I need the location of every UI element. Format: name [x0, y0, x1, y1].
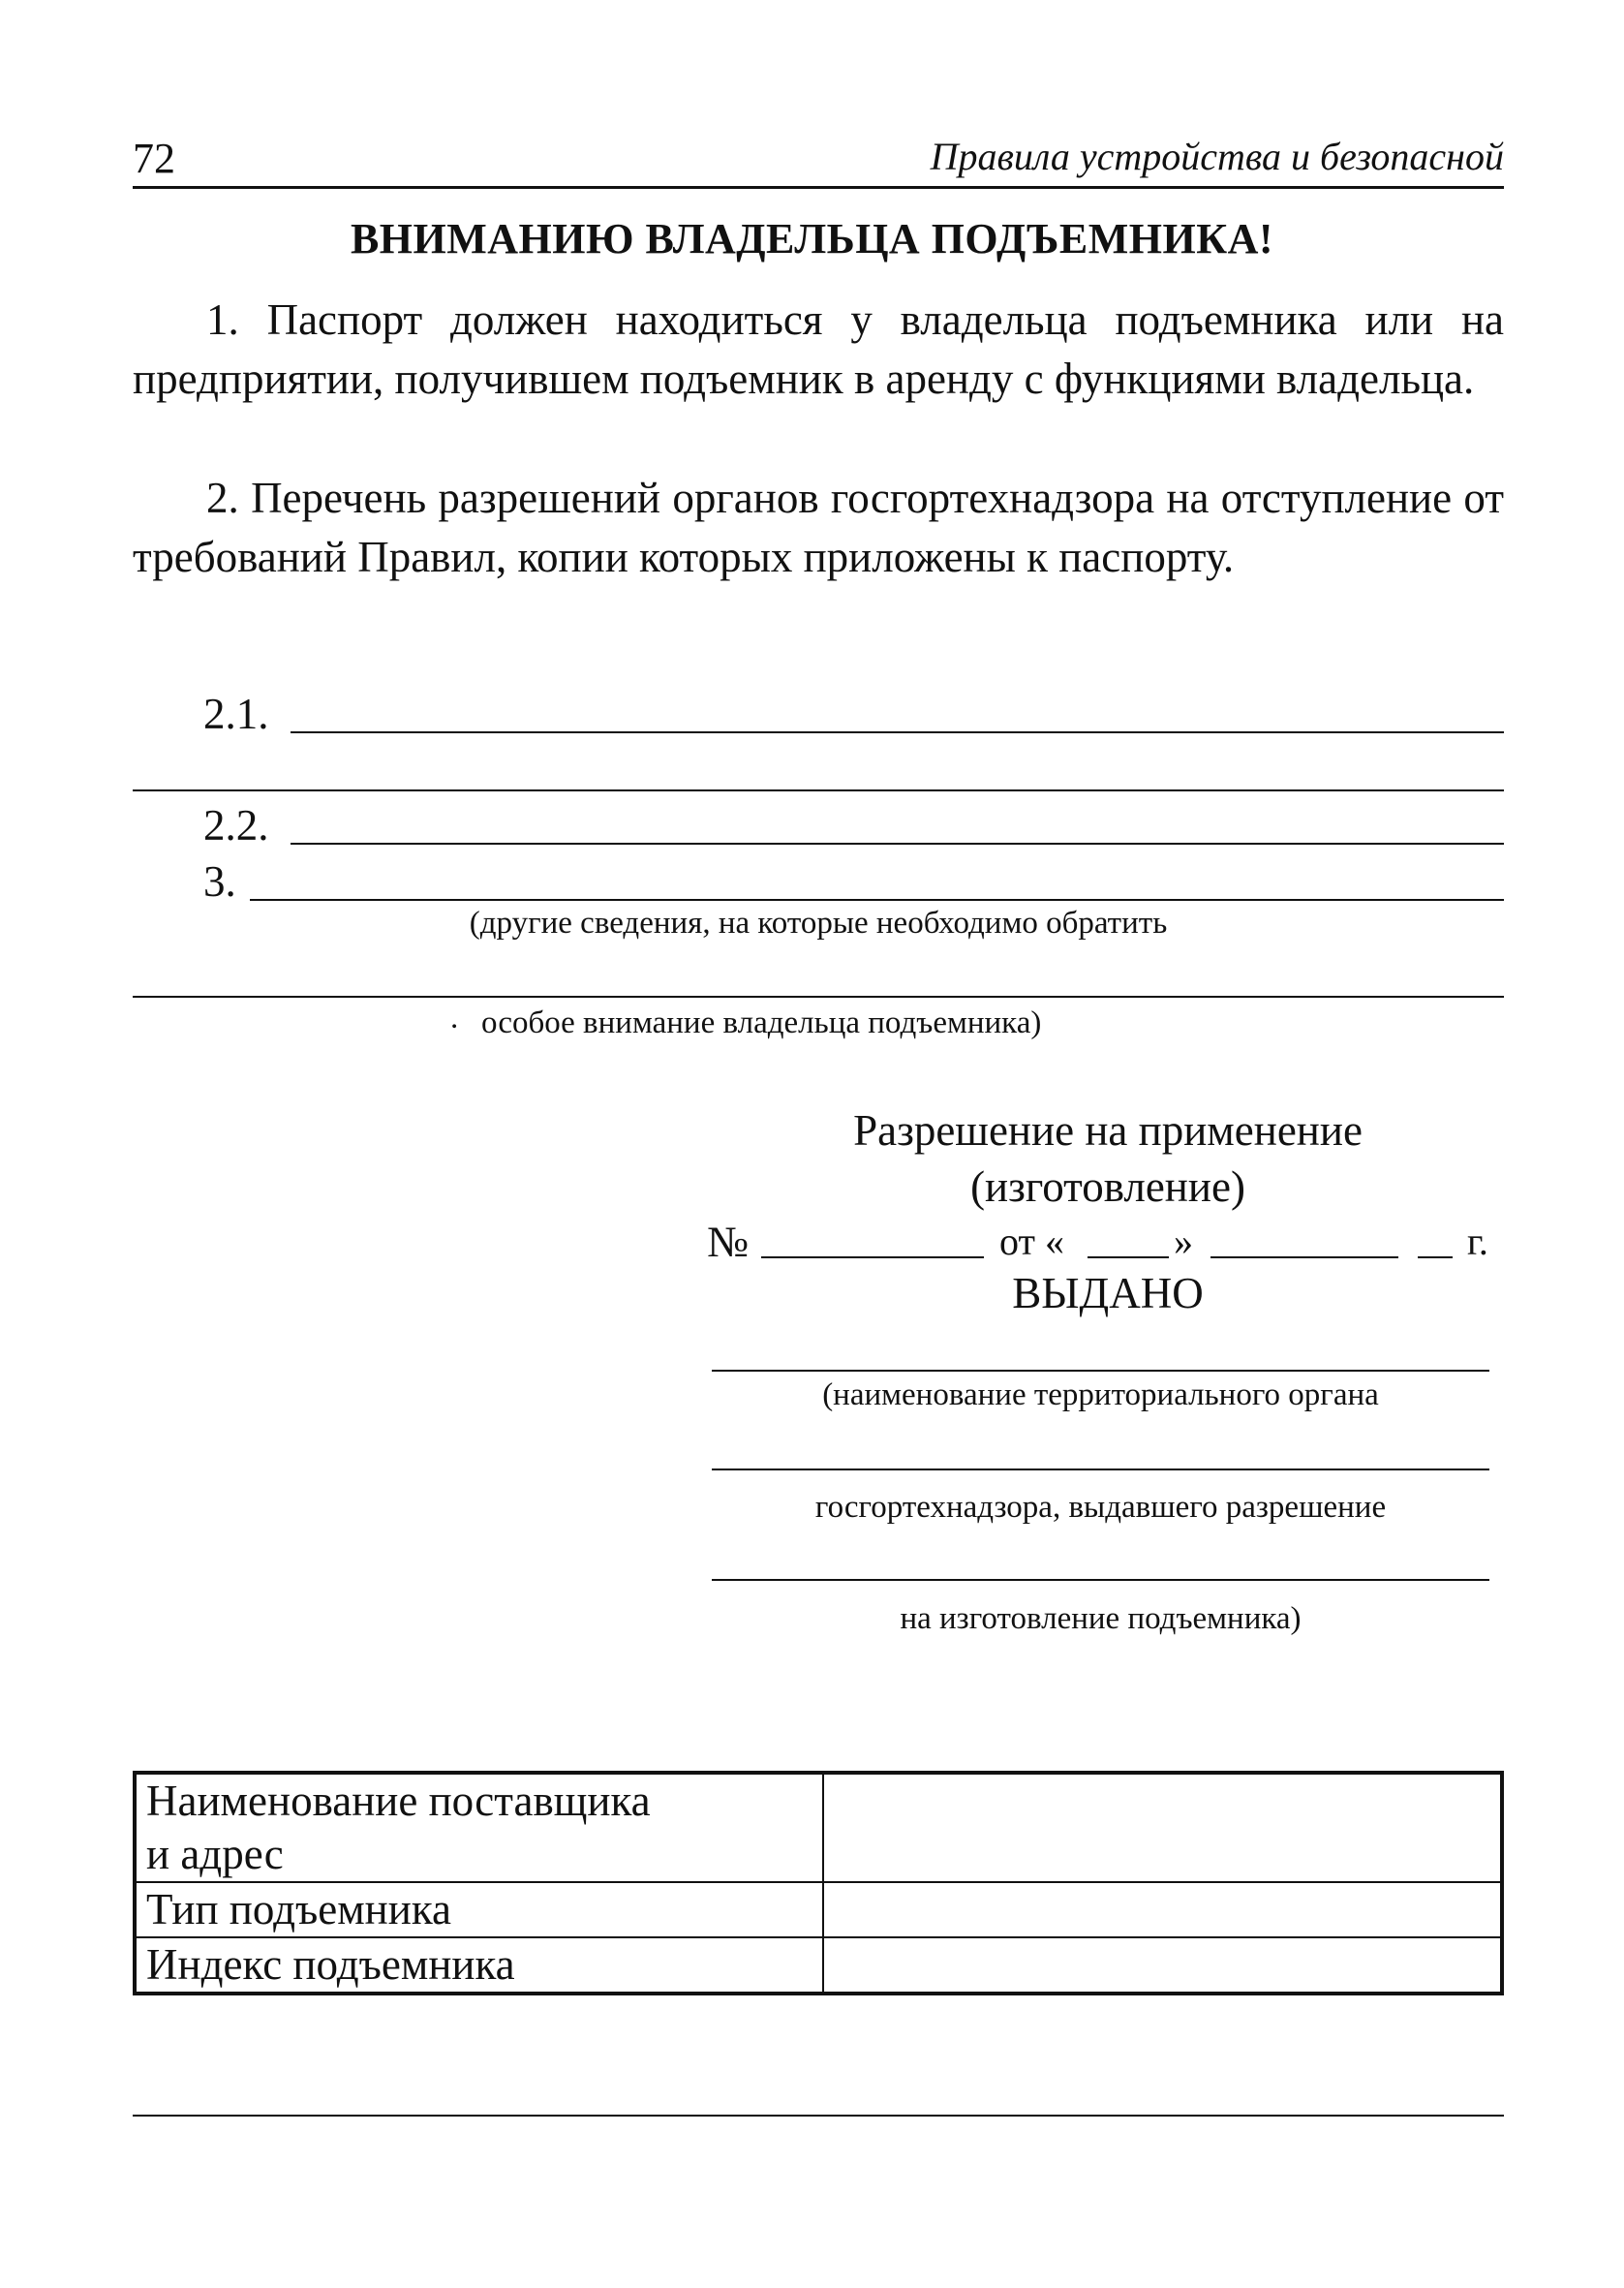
item-3-line[interactable] [250, 899, 1504, 901]
permission-title-line2: (изготовление) [970, 1162, 1245, 1211]
supplier-label-line1: Наименование поставщика [146, 1777, 651, 1825]
issuer-caption-1: (наименование территориального органа [822, 1377, 1379, 1412]
lift-index-label: Индекс подъемника [135, 1937, 823, 1994]
paragraph-1: 1. Паспорт должен находиться у владельца подъемника или на предприятии, получившем подъемник в аренду с функциями владельца. [133, 295, 1504, 403]
item-2-1-continuation-line[interactable] [133, 789, 1504, 791]
item-2-2-label: 2.2. [203, 801, 269, 850]
issuer-line-2[interactable] [712, 1469, 1489, 1470]
page-number: 72 [133, 135, 175, 182]
lift-type-value-cell[interactable] [823, 1882, 1502, 1937]
item-2-1-label: 2.1. [203, 690, 269, 738]
lift-index-value-cell[interactable] [823, 1937, 1502, 1994]
item-3-label: 3. [203, 857, 236, 906]
issued-label: ВЫДАНО [1012, 1269, 1204, 1317]
lift-type-label: Тип подъемника [135, 1882, 823, 1937]
year-line[interactable] [1418, 1256, 1453, 1258]
issuer-caption-2: госгортехнадзора, выдавшего разрешение [814, 1490, 1387, 1525]
number-sign: № [707, 1218, 749, 1266]
permission-title-line1: Разрешение на применение [853, 1106, 1363, 1155]
quote-close: » [1174, 1220, 1193, 1263]
note-caption-line1: (другие сведения, на которые необходимо обратить [469, 906, 1168, 941]
year-suffix: г. [1467, 1220, 1488, 1263]
note-line[interactable] [133, 996, 1504, 998]
item-2-2-line[interactable] [291, 843, 1504, 845]
issuer-caption-3: на изготовление подъемника) [900, 1601, 1302, 1636]
bottom-line[interactable] [133, 2115, 1504, 2117]
table-row [135, 1937, 1502, 1994]
table-row [135, 1773, 1502, 1882]
month-line[interactable] [1210, 1256, 1398, 1258]
paragraph-2: 2. Перечень разрешений органов госгортехнадзора на отступление от требований Правил, копии которых приложены к паспорту. [133, 474, 1504, 581]
table-row [135, 1882, 1502, 1937]
table-cell-label [135, 1773, 823, 1882]
note-caption-line2: особое внимание владельца подъемника) [481, 1005, 1042, 1040]
running-title: Правила устройства и безопасной [930, 135, 1504, 178]
supplier-label-line2: и адрес [146, 1830, 284, 1878]
note-dot: . [450, 1001, 459, 1036]
header-rule [133, 186, 1504, 189]
item-2-1-line[interactable] [291, 731, 1504, 733]
supplier-value-cell[interactable] [823, 1773, 1502, 1882]
from-label: от « [999, 1220, 1064, 1263]
issuer-line-3[interactable] [712, 1579, 1489, 1581]
day-line[interactable] [1088, 1256, 1169, 1258]
issuer-line-1[interactable] [712, 1370, 1489, 1372]
permission-number-line[interactable] [761, 1256, 984, 1258]
lift-info-table [133, 1771, 1504, 1995]
page-title: ВНИМАНИЮ ВЛАДЕЛЬЦА ПОДЪЕМНИКА! [350, 215, 1274, 263]
